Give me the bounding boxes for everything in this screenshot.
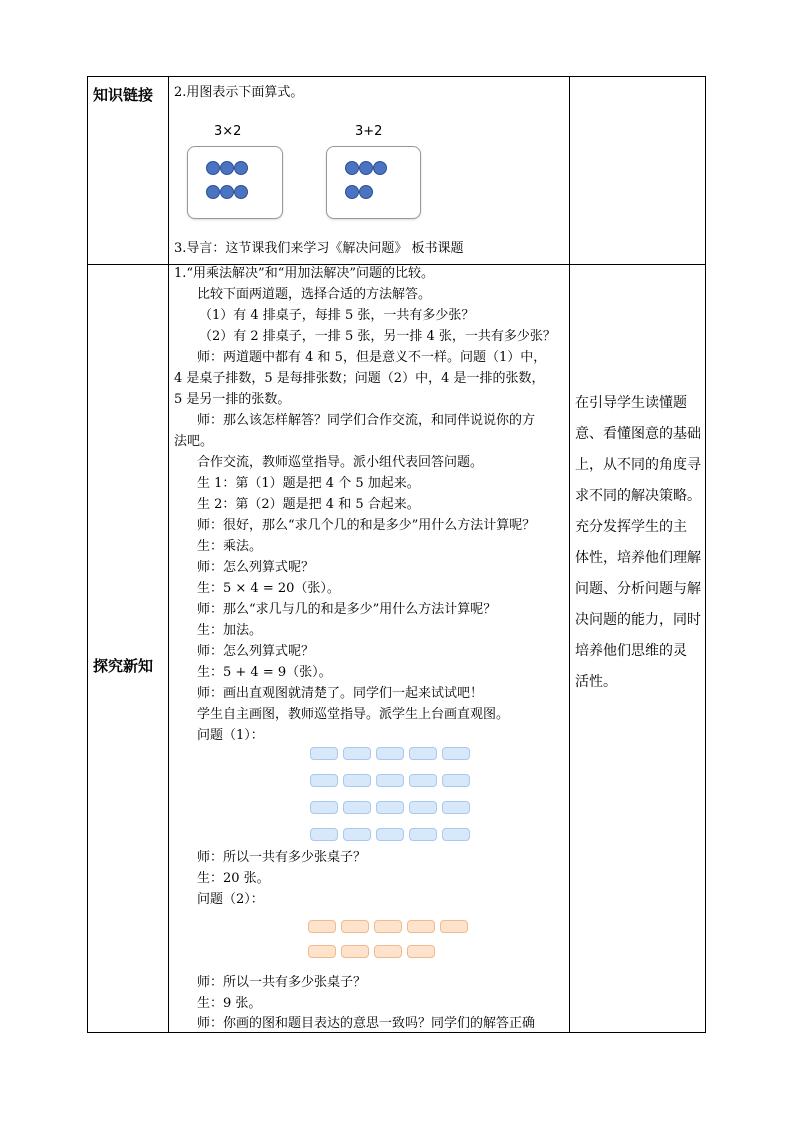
note-line: 上，从不同的角度寻	[575, 457, 701, 473]
desk-rect	[409, 828, 437, 841]
desk-rect	[376, 801, 404, 814]
desk-rect	[341, 945, 369, 958]
text-line: 3.导言：这节课我们来学习《解决问题》 板书课题	[174, 241, 464, 256]
expression-multiply: 3×2	[214, 124, 242, 139]
dot	[234, 161, 248, 175]
text-line: 师：所以一共有多少张桌子？	[197, 975, 367, 990]
row-label-explore-new: 探究新知	[93, 657, 154, 675]
desk-rect	[343, 828, 371, 841]
desk-rect	[374, 945, 402, 958]
note-line: 活性。	[575, 674, 617, 690]
desk-rect	[374, 920, 402, 933]
text-line: 师：那么“求几与几的和是多少”用什么方法计算呢？	[197, 602, 497, 617]
text-line: 生：乘法。	[197, 539, 263, 554]
dot	[206, 161, 220, 175]
desk-rect	[442, 801, 470, 814]
desk-rect	[409, 801, 437, 814]
desk-rect	[341, 920, 369, 933]
note-line: 充分发挥学生的主	[575, 519, 687, 535]
dot	[234, 185, 248, 199]
desk-rect	[310, 747, 338, 760]
note-line: 决问题的能力，同时	[575, 612, 701, 628]
text-line: （2）有 2 排桌子，一排 5 张，另一排 4 张，一共有多少张？	[199, 329, 556, 344]
text-line: 比较下面两道题，选择合适的方法解答。	[197, 287, 432, 302]
text-line: 师：很好，那么“求几个几的和是多少”用什么方法计算呢？	[197, 518, 536, 533]
column-divider	[168, 77, 169, 1032]
text-line: 师：画出直观图就清楚了。同学们一起来试试吧！	[197, 686, 484, 701]
note-line: 意、看懂图意的基础	[575, 426, 701, 442]
text-line: 师：怎么列算式呢？	[197, 644, 315, 659]
desk-rect	[407, 920, 435, 933]
dot	[220, 185, 234, 199]
desk-rect	[308, 945, 336, 958]
text-line: 生：5 + 4 = 9（张）。	[197, 665, 332, 680]
text-line: 问题（2）：	[197, 892, 264, 907]
desk-rect	[442, 747, 470, 760]
desk-rect	[409, 747, 437, 760]
text-line: 生 1：第（1）题是把 4 个 5 加起来。	[197, 476, 420, 491]
text-line: 1.“用乘法解决”和“用加法解决”问题的比较。	[174, 266, 434, 281]
desk-rect	[376, 747, 404, 760]
text-line: 师：两道题中都有 4 和 5，但是意义不一样。问题（1）中，	[197, 350, 547, 365]
desk-rect	[310, 801, 338, 814]
text-line: 2.用图表示下面算式。	[174, 85, 304, 100]
desk-rect	[440, 920, 468, 933]
desk-rect	[407, 945, 435, 958]
desk-rect	[343, 747, 371, 760]
dots-box-right	[326, 146, 421, 219]
desk-rect	[310, 774, 338, 787]
text-line: 生：20 张。	[197, 871, 270, 886]
desk-rect	[376, 828, 404, 841]
note-line: 问题、分析问题与解	[575, 581, 701, 597]
desk-rect	[442, 774, 470, 787]
desk-rect	[310, 828, 338, 841]
dot	[373, 161, 387, 175]
text-line: 合作交流，教师巡堂指导。派小组代表回答问题。	[197, 455, 484, 470]
text-line: 生：加法。	[197, 623, 263, 638]
text-line: 师：你画的图和题目表达的意思一致吗？同学们的解答正确	[197, 1016, 536, 1031]
desk-rect	[409, 774, 437, 787]
dot	[345, 185, 359, 199]
text-line: 师：怎么列算式呢？	[197, 560, 315, 575]
row-label-knowledge-link: 知识链接	[93, 86, 154, 104]
text-line: 生：9 张。	[197, 996, 262, 1011]
dot	[220, 161, 234, 175]
text-line: （1）有 4 排桌子，每排 5 张，一共有多少张？	[199, 308, 475, 323]
dot	[345, 161, 359, 175]
text-line: 生 2：第（2）题是把 4 和 5 合起来。	[197, 497, 420, 512]
note-line: 体性，培养他们理解	[575, 550, 701, 566]
dot	[206, 185, 220, 199]
desk-rect	[343, 774, 371, 787]
text-line: 师：所以一共有多少张桌子？	[197, 850, 367, 865]
teaching-note	[575, 388, 705, 698]
desk-rect	[442, 828, 470, 841]
note-line: 求不同的解决策略。	[575, 488, 701, 504]
dot	[359, 161, 373, 175]
desk-rect	[376, 774, 404, 787]
expression-add: 3+2	[355, 124, 383, 139]
desk-rect	[308, 920, 336, 933]
dots-box-left	[187, 146, 283, 219]
note-line: 培养他们思维的灵	[575, 643, 687, 659]
text-line: 学生自主画图，教师巡堂指导。派学生上台画直观图。	[197, 707, 510, 722]
desk-rect	[343, 801, 371, 814]
note-line: 在引导学生读懂题	[575, 395, 687, 411]
text-line: 生：5 × 4 = 20（张）。	[197, 581, 340, 596]
text-line: 法吧。	[174, 434, 214, 449]
text-line: 问题（1）：	[197, 728, 264, 743]
text-line: 师：那么该怎样解答？同学们合作交流，和同伴说说你的方	[197, 413, 536, 428]
column-divider	[569, 77, 570, 1032]
dot	[359, 185, 373, 199]
text-line: 4 是桌子排数，5 是每排张数；问题（2）中，4 是一排的张数，	[174, 371, 545, 386]
text-line: 5 是另一排的张数。	[174, 392, 291, 407]
